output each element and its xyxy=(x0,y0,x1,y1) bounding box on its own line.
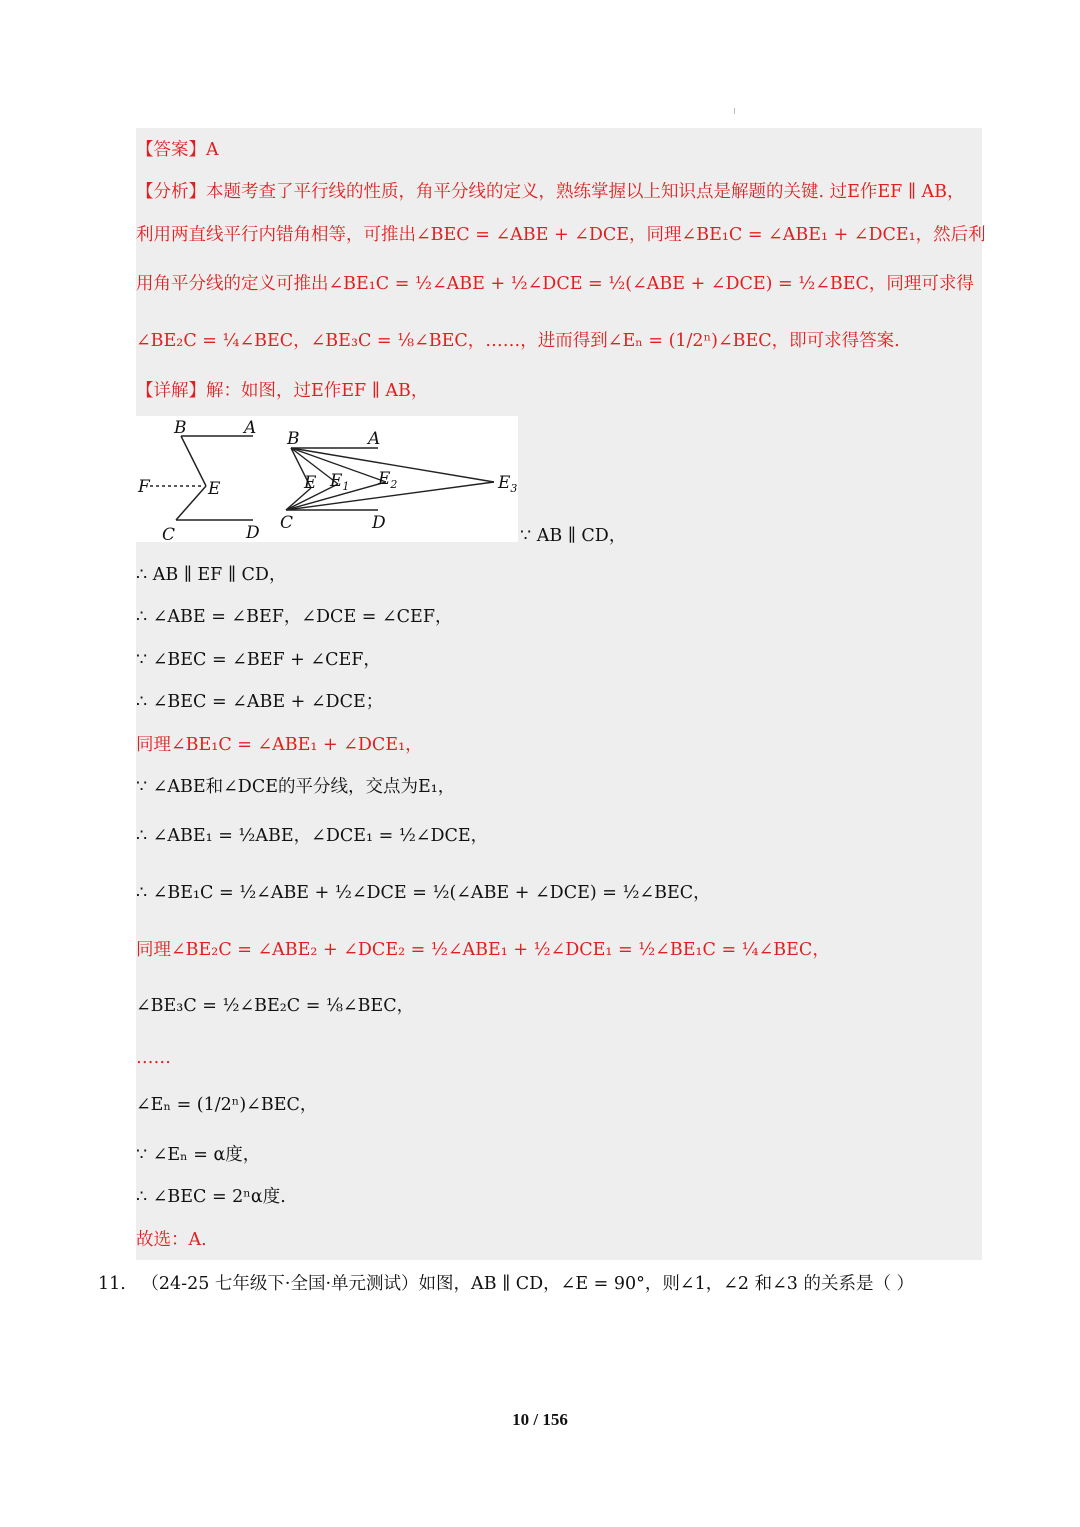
detail-line-5: 同理∠BE₁C = ∠ABE₁ + ∠DCE₁， xyxy=(136,735,423,755)
question-11 xyxy=(98,1270,914,1295)
header-mark xyxy=(734,108,735,114)
fig-right-E: E xyxy=(304,473,317,493)
detail-line-3: ∵ ∠BEC = ∠BEF + ∠CEF， xyxy=(136,650,381,670)
page-number: 10 / 156 xyxy=(512,1410,568,1429)
fig-right-C: C xyxy=(280,513,294,533)
answer-line: 【答案】A xyxy=(136,140,219,160)
analysis-line-3: 用角平分线的定义可推出∠BE₁C = ½∠ABE + ½∠DCE = ½(∠ABE + ∠DCE) = ½∠BEC，同理可求得 xyxy=(136,274,974,294)
detail-line-1: ∴ AB ∥ EF ∥ CD， xyxy=(136,565,287,585)
detail-line-2: ∴ ∠ABE = ∠BEF，∠DCE = ∠CEF， xyxy=(136,607,453,627)
question-text: （24-25 七年级下·全国·单元测试）如图，AB ∥ CD，∠E = 90°，则∠1，∠2 和∠3 的关系是（ ） xyxy=(141,1274,915,1294)
detail-line-13: ∵ ∠Eₙ = α度， xyxy=(136,1145,261,1165)
analysis-line-4: ∠BE₂C = ¼∠BEC，∠BE₃C = ⅛∠BEC，……，进而得到∠Eₙ = (1/2ⁿ)∠BEC，即可求得答案. xyxy=(136,331,900,351)
fig-left-C: C xyxy=(162,525,176,542)
analysis-line-1: 【分析】本题考查了平行线的性质，角平分线的定义，熟练掌握以上知识点是解题的关键. 过E作EF ∥ AB， xyxy=(136,182,965,202)
fig-left-F: F xyxy=(138,477,150,497)
fig-right-E2: $E_2$ xyxy=(378,469,398,491)
fig-left-D: D xyxy=(246,523,260,542)
fig-left-A: A xyxy=(244,418,257,438)
detail-line-9: 同理∠BE₂C = ∠ABE₂ + ∠DCE₂ = ½∠ABE₁ + ½∠DCE₁ = ½∠BE₁C = ¼∠BEC， xyxy=(136,940,830,960)
fig-right-E1: $E_1$ xyxy=(330,471,350,493)
fig-right-D: D xyxy=(372,513,386,533)
fig-left-E: E xyxy=(208,479,221,499)
fig-right-B: B xyxy=(287,429,300,449)
question-number: 11. xyxy=(98,1274,126,1294)
analysis-line-2: 利用两直线平行内错角相等，可推出∠BEC = ∠ABE + ∠DCE，同理∠BE₁C = ∠ABE₁ + ∠DCE₁，然后利 xyxy=(136,225,986,245)
fig-left-B: B xyxy=(174,418,187,438)
figure-svg xyxy=(136,416,518,542)
detail-line-12: ∠Eₙ = (1/2ⁿ)∠BEC， xyxy=(136,1095,318,1115)
detail-header: 【详解】解：如图，过E作EF ∥ AB， xyxy=(136,381,429,401)
detail-line-10: ∠BE₃C = ½∠BE₂C = ⅛∠BEC， xyxy=(136,996,415,1016)
detail-fig-after: ∵ AB ∥ CD， xyxy=(520,526,627,546)
detail-line-6: ∵ ∠ABE和∠DCE的平分线，交点为E₁， xyxy=(136,777,456,797)
detail-line-4: ∴ ∠BEC = ∠ABE + ∠DCE； xyxy=(136,692,384,712)
detail-line-11: …… xyxy=(136,1048,171,1068)
detail-line-8: ∴ ∠BE₁C = ½∠ABE + ½∠DCE = ½(∠ABE + ∠DCE) = ½∠BEC， xyxy=(136,883,711,903)
detail-line-7: ∴ ∠ABE₁ = ½ABE，∠DCE₁ = ½∠DCE， xyxy=(136,826,489,846)
detail-line-14: ∴ ∠BEC = 2ⁿα度. xyxy=(136,1187,286,1207)
geometry-figure xyxy=(136,416,518,542)
detail-line-15: 故选：A. xyxy=(136,1230,207,1250)
fig-right-E3: $E_3$ xyxy=(498,473,518,495)
fig-right-A: A xyxy=(368,429,381,449)
